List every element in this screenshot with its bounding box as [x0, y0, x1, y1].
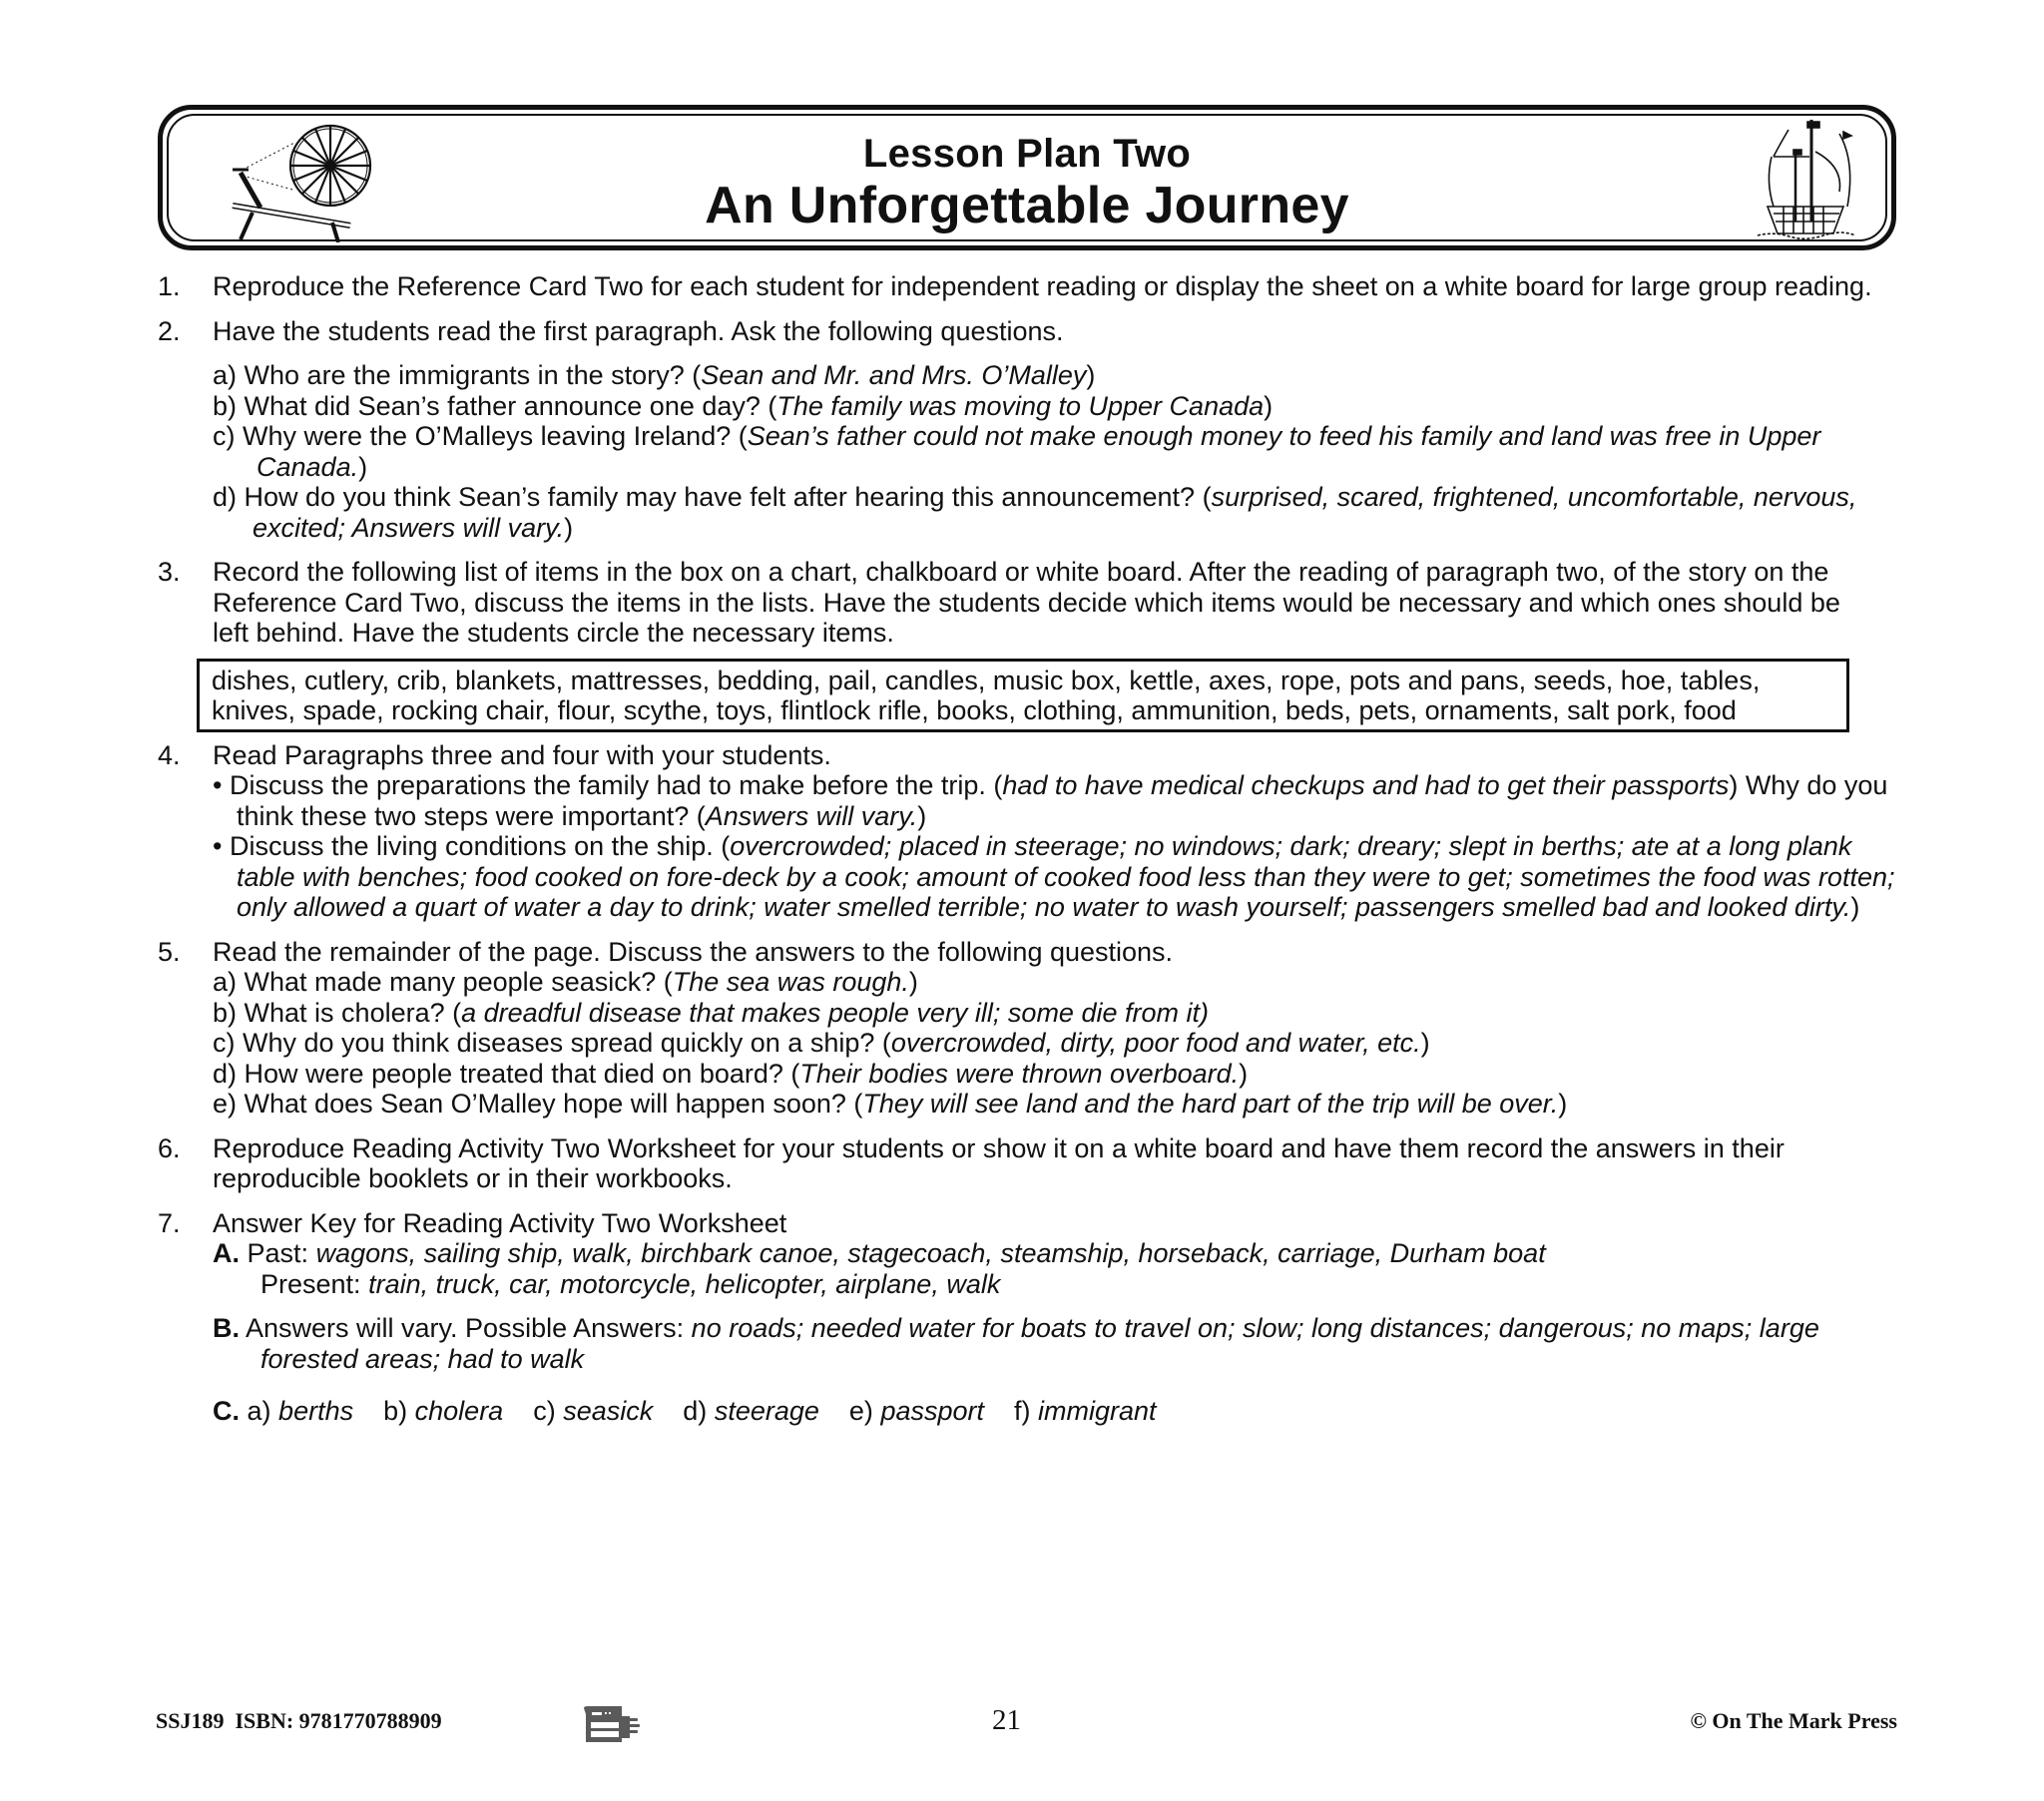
step-text: Have the students read the first paragraph. Ask the following questions. — [213, 315, 1064, 346]
question-text: What made many people seasick? ( — [244, 967, 673, 997]
vocab-answer: d) steerage — [683, 1396, 819, 1426]
answer-key-label: A. — [213, 1238, 240, 1268]
question-item — [213, 967, 1899, 998]
bullet-text: Discuss the living conditions on the ship. ( — [229, 831, 731, 861]
answer-text: The sea was rough. — [672, 967, 909, 997]
step-number: 1. — [158, 271, 181, 301]
step-text: Read Paragraphs three and four with your students. — [213, 739, 831, 770]
step-1 — [158, 271, 1899, 302]
step-number: 6. — [158, 1132, 181, 1163]
bullet-icon: • — [213, 770, 223, 800]
step-5 — [158, 937, 1899, 1120]
question-label: b) — [213, 997, 238, 1028]
answer-key-a — [213, 1238, 1899, 1269]
paren: ) — [1086, 360, 1096, 390]
bullet-item — [213, 831, 1899, 923]
answer-text: had to have medical checkups and had to get their passports — [1002, 770, 1730, 800]
possible-answers: no roads; needed water for boats to travel on; slow; long distances; dangerous; no maps; large forested areas; had to walk — [260, 1313, 1819, 1374]
question-item — [213, 998, 1899, 1029]
step-text: Reproduce the Reference Card Two for each student for independent reading or display the sheet on a white board for large group reading. — [213, 271, 1872, 301]
paren: ) — [1850, 892, 1860, 922]
question-item — [213, 1089, 1899, 1120]
vocab-answer: c) seasick — [533, 1396, 654, 1426]
question-item — [213, 421, 1899, 482]
paren: ) — [908, 967, 918, 997]
present-label: Present: — [260, 1268, 361, 1299]
lesson-title: An Unforgettable Journey — [705, 177, 1349, 234]
past-label: Past: — [247, 1238, 309, 1268]
step-4 — [158, 740, 1899, 923]
lesson-header-banner — [158, 105, 1896, 250]
answer-text: Sean’s father could not make enough money to feed his family and land was free in Upper Canada. — [256, 421, 1821, 482]
answer-key-a-present — [213, 1269, 1899, 1300]
step-3 — [158, 557, 1899, 732]
step-number: 2. — [158, 315, 181, 346]
question-text: Why do you think diseases spread quickly on a ship? ( — [243, 1028, 891, 1058]
answer-key-label: B. — [213, 1313, 240, 1343]
lesson-subtitle: Lesson Plan Two — [862, 132, 1192, 176]
question-label: d) — [213, 482, 238, 512]
sailing-ship-icon — [1744, 112, 1863, 246]
page-number: 21 — [992, 1704, 1021, 1736]
question-text: What is cholera? ( — [244, 997, 462, 1028]
answer-text: Sean and Mr. and Mrs. O’Malley — [701, 360, 1087, 390]
step-2 — [158, 316, 1899, 544]
question-label: b) — [213, 390, 238, 421]
present-answers: train, truck, car, motorcycle, helicopter, airplane, walk — [368, 1268, 1001, 1299]
question-label: d) — [213, 1058, 238, 1089]
answer-text: Answers will vary. — [705, 800, 918, 831]
question-item — [213, 1028, 1899, 1059]
answer-text: They will see land and the hard part of the trip will be over. — [862, 1089, 1559, 1119]
paren: ) — [1558, 1089, 1568, 1119]
items-list-box: dishes, cutlery, crib, blankets, mattresses, bedding, pail, candles, music box, kettle, axes, rope, pots and pans, seeds, hoe, tables, knives, spade, rocking chair, flour, scythe, toys, flintlock rifle, books, clothing, ammunition, beds, pets, ornaments, salt pork, food — [197, 659, 1849, 732]
answer-key-c — [213, 1396, 1899, 1427]
vocab-answer: b) cholera — [383, 1396, 504, 1426]
answer-text: a dreadful disease that makes people very ill; some die from it) — [461, 997, 1209, 1028]
answer-text: The family was moving to Upper Canada — [776, 390, 1265, 421]
question-label: e) — [213, 1089, 238, 1119]
vocab-answer: a) berths — [247, 1396, 354, 1426]
vocab-answer: f) immigrant — [1014, 1396, 1157, 1426]
question-text: How were people treated that died on board? ( — [244, 1058, 800, 1089]
question-item — [213, 360, 1899, 391]
answer-text: overcrowded; placed in steerage; no windows; dark; dreary; slept in berths; ate at a long plank table with benches; food cooked on fore-deck by a cook; amount of cooked food less than they were to get; sometimes the food was rotten; only allowed a quart of water a day to drink; water smelled terrible; no water to wash yourself; passengers smelled bad and looked dirty. — [237, 831, 1895, 922]
vocab-answer: e) passport — [848, 1396, 984, 1426]
question-text: What does Sean O’Malley hope will happen soon? ( — [244, 1089, 863, 1119]
product-code-isbn: SSJ189 ISBN: 9781770788909 — [156, 1708, 442, 1733]
paren: ) — [917, 800, 927, 831]
step-text: Read the remainder of the page. Discuss the answers to the following questions. — [213, 936, 1174, 967]
reproducible-copier-icon — [578, 1704, 644, 1744]
paren: ) — [564, 512, 574, 543]
paren: ) — [1264, 390, 1274, 421]
step-number: 5. — [158, 936, 181, 967]
bullet-item — [213, 770, 1899, 831]
step-6 — [158, 1133, 1899, 1194]
bullet-icon: • — [213, 831, 223, 861]
step-text: Record the following list of items in the box on a chart, chalkboard or white board. After the reading of paragraph two, of the story on the Reference Card Two, discuss the items in the lists. Have the students decide which items would be necessary and which ones should be left behind. Have the students circle the necessary items. — [213, 557, 1840, 648]
question-label: c) — [213, 1028, 236, 1058]
question-text: What did Sean’s father announce one day? ( — [244, 390, 777, 421]
lesson-steps — [158, 271, 1899, 1441]
step-number: 3. — [158, 557, 181, 587]
question-label: a) — [213, 360, 238, 390]
paren: ) — [1239, 1058, 1249, 1089]
step-7 — [158, 1208, 1899, 1427]
answer-key-b — [213, 1313, 1899, 1374]
paren: ) — [358, 451, 368, 482]
paren: ) — [1420, 1028, 1430, 1058]
page-footer — [156, 1704, 1897, 1744]
question-label: c) — [213, 421, 236, 451]
past-answers: wagons, sailing ship, walk, birchbark canoe, stagecoach, steamship, horseback, carriage, Durham boat — [315, 1238, 1546, 1268]
answer-lead: Answers will vary. Possible Answers: — [246, 1313, 685, 1343]
copyright: © On The Mark Press — [1690, 1708, 1897, 1733]
question-item — [213, 482, 1899, 543]
step-text: Answer Key for Reading Activity Two Worksheet — [213, 1207, 787, 1238]
bullet-text: ) Why do you think these two steps were important? ( — [237, 770, 1888, 831]
step-text: Reproduce Reading Activity Two Worksheet for your students or show it on a white board and have them record the answers in their reproducible booklets or in their workbooks. — [213, 1132, 1785, 1193]
question-text: Who are the immigrants in the story? ( — [244, 360, 702, 390]
step-number: 4. — [158, 739, 181, 770]
answer-text: Their bodies were thrown overboard. — [799, 1058, 1240, 1089]
answer-key-label: C. — [213, 1396, 240, 1426]
question-item — [213, 1059, 1899, 1090]
bullet-text: Discuss the preparations the family had to make before the trip. ( — [229, 770, 1003, 800]
question-text: How do you think Sean’s family may have felt after hearing this announcement? ( — [244, 482, 1212, 512]
question-text: Why were the O’Malleys leaving Ireland? ( — [243, 421, 748, 451]
question-label: a) — [213, 967, 238, 997]
answer-text: surprised, scared, frightened, uncomfortable, nervous, excited; Answers will vary. — [253, 482, 1857, 543]
answer-text: overcrowded, dirty, poor food and water, etc. — [890, 1028, 1421, 1058]
step-number: 7. — [158, 1207, 181, 1238]
question-item — [213, 391, 1899, 422]
